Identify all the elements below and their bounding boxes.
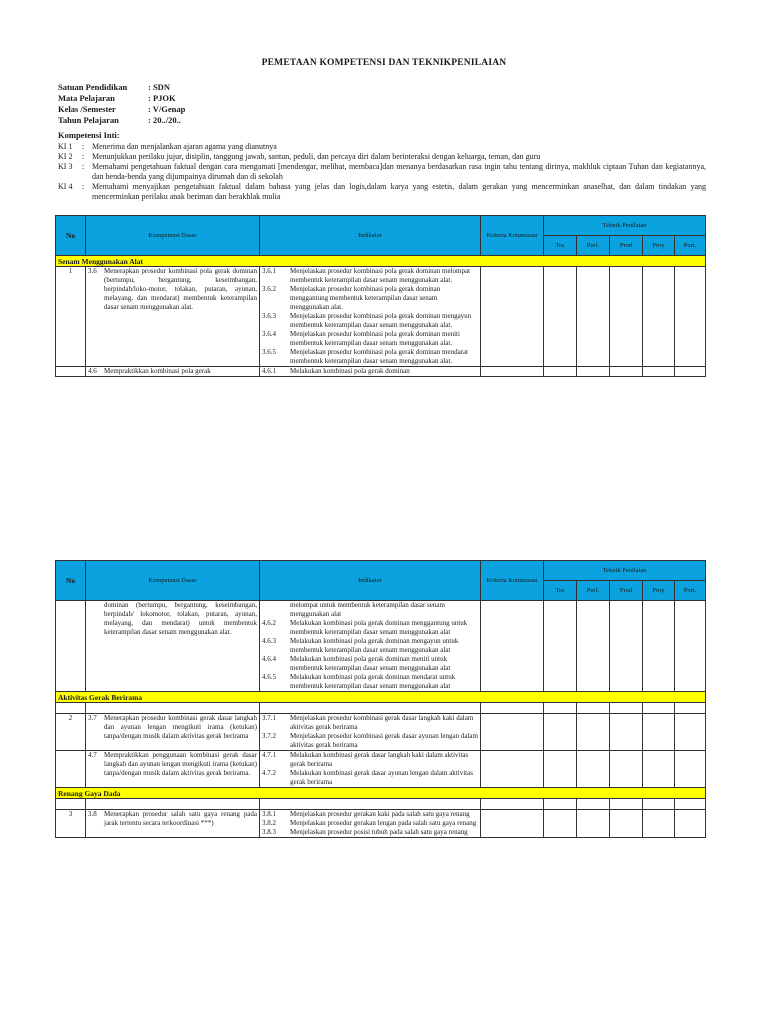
port-cell bbox=[675, 751, 706, 788]
indikator-item bbox=[262, 655, 478, 673]
indikator-number: 4.6.5 bbox=[262, 673, 276, 681]
indikator-item bbox=[262, 732, 478, 750]
ki-item bbox=[58, 162, 706, 182]
indikator-number: 4.6.3 bbox=[262, 637, 276, 645]
indikator-number: 3.8.1 bbox=[262, 810, 276, 818]
table-row bbox=[56, 714, 706, 751]
proy-cell bbox=[643, 714, 675, 751]
perf-cell bbox=[577, 751, 610, 788]
ki-text: Memahami pengetahuan faktual dengan cara mengamati [mendengar, melihat, membaca]dan menanya berdasarkan rasa ingin tahu tentang dirinya, makhluk ciptaan Tuhan dan kegiatannya, dan benda-benda yang dijumpainya dirumah dan di sekolah bbox=[92, 162, 706, 181]
kriteria-cell bbox=[481, 714, 544, 751]
kriteria-cell bbox=[481, 601, 544, 692]
ki-code: KI 1 bbox=[58, 142, 73, 151]
indikator-item bbox=[262, 267, 478, 285]
perf-cell bbox=[577, 367, 610, 377]
table-header-row bbox=[56, 216, 706, 236]
indikator-number: 3.8.2 bbox=[262, 819, 276, 827]
indikator-number: 4.6.2 bbox=[262, 619, 276, 627]
ki-heading: Kompetensi Inti: bbox=[58, 130, 120, 140]
ki-colon: : bbox=[82, 182, 85, 191]
header-teknik: Teknik Penilaian bbox=[544, 561, 706, 581]
indikator-number: 3.6.4 bbox=[262, 330, 276, 338]
port-cell bbox=[675, 810, 706, 838]
indikator-text: Menjelaskan prosedur gerakan kaki pada salah satu gaya renang bbox=[290, 810, 470, 818]
tes-cell bbox=[544, 714, 577, 751]
meta-label: Satuan Pendidikan bbox=[58, 82, 128, 92]
meta-value: : PJOK bbox=[148, 93, 176, 103]
kd-cell bbox=[86, 267, 260, 367]
meta-row-year bbox=[58, 115, 185, 126]
table-row bbox=[56, 267, 706, 367]
kd-text: Menerapkan prosedur kombinasi pola gerak dominan (bertumpu, bergantung, keseimbangan, berpindah/loko-motor, tolakan, putaran, ayunan, melayang, dan mendarat) membentuk keterampilan dasar senam menggunakan alat. bbox=[104, 267, 257, 311]
indikator-item bbox=[262, 751, 478, 769]
indikator-number: 3.6.3 bbox=[262, 312, 276, 320]
ki-colon: : bbox=[82, 162, 85, 171]
indikator-item bbox=[262, 348, 478, 366]
kd-number: 3.6 bbox=[88, 267, 97, 275]
kd-cell bbox=[86, 367, 260, 377]
kd-cell bbox=[86, 810, 260, 838]
indikator-item bbox=[262, 330, 478, 348]
indikator-text: Melakukan kombinasi pola gerak dominan bbox=[290, 367, 410, 375]
indikator-cell bbox=[260, 267, 481, 367]
row-number bbox=[56, 601, 86, 692]
ki-code: KI 2 bbox=[58, 152, 73, 161]
indikator-text: Menjelaskan prosedur posisi tubuh pada salah satu gaya renang bbox=[290, 828, 468, 836]
indikator-item bbox=[262, 769, 478, 787]
header-perf: Perf. bbox=[577, 581, 610, 601]
port-cell bbox=[675, 714, 706, 751]
indikator-number: 4.6.1 bbox=[262, 367, 276, 375]
section-row bbox=[56, 788, 706, 799]
indikator-text: Menjelaskan prosedur kombinasi gerak dasar langkah kaki dalam aktivitas gerak berirama bbox=[290, 714, 474, 731]
indikator-number: 4.6.4 bbox=[262, 655, 276, 663]
indikator-text: Melakukan kombinasi pola gerak dominan meniti untuk membentuk keterampilan dasar senam menggunakan alat bbox=[290, 655, 451, 672]
meta-value: : V/Genap bbox=[148, 104, 186, 114]
proy-cell bbox=[643, 367, 675, 377]
prod-cell bbox=[610, 367, 643, 377]
indikator-number: 3.6.5 bbox=[262, 348, 276, 356]
indikator-text: Menjelaskan prosedur kombinasi pola gerak dominan menggantung membentuk keterampilan dasar senam menggunakan alat. bbox=[290, 285, 441, 311]
row-number: 3 bbox=[56, 810, 86, 838]
ki-text: Menerima dan menjalankan ajaran agama yang dianutnya bbox=[92, 142, 277, 151]
ki-text: Menunjukkan perilaku jujur, disiplin, tanggung jawab, santun, peduli, dan percaya diri dalam berinteraksi dengan keluarga, teman, dan guru bbox=[92, 152, 541, 161]
indikator-item bbox=[262, 285, 478, 312]
indikator-number: 3.7.1 bbox=[262, 714, 276, 722]
kriteria-cell bbox=[481, 267, 544, 367]
header-proy: Proy bbox=[643, 236, 675, 256]
kd-cell bbox=[86, 714, 260, 751]
kd-text: Menerapkan prosedur kombinasi gerak dasar langkah dan ayunan lengan mengikuti irama (ketukan) tanpa/dengan musik dalam aktivitas gerak berirama bbox=[104, 714, 257, 740]
table-row bbox=[56, 751, 706, 788]
indikator-item bbox=[262, 619, 478, 637]
kd-cell bbox=[86, 751, 260, 788]
tes-cell bbox=[544, 601, 577, 692]
header-kd: Kompetensi Dasar bbox=[86, 561, 260, 601]
indikator-item bbox=[262, 714, 478, 732]
meta-label: Tahun Pelajaran bbox=[58, 115, 119, 125]
prod-cell bbox=[610, 601, 643, 692]
prod-cell bbox=[610, 751, 643, 788]
ki-item bbox=[58, 142, 706, 152]
indikator-text: Menjelaskan prosedur kombinasi pola gerak dominan mengayun membentuk keterampilan dasar senam menggunakan alat. bbox=[290, 312, 472, 329]
ki-code: KI 4 bbox=[58, 182, 73, 191]
header-port: Port. bbox=[675, 581, 706, 601]
proy-cell bbox=[643, 601, 675, 692]
indikator-text: Menjelaskan prosedur kombinasi pola gerak dominan meniti membentuk keterampilan dasar senam menggunakan alat. bbox=[290, 330, 460, 347]
ki-text: Memahami menyajikan pengetahuan faktual dalam bahasa yang jelas dan logis,dalam karya yang estetis, dalam gerakan yang mencerminkan anaselhat, dan dalam tindakan yang mencerminkan perilaku anak beriman dan berakhlak mulia bbox=[92, 182, 706, 201]
kd-text: Mempraktikkan kombinasi pola gerak bbox=[104, 367, 211, 375]
indikator-text: Menjelaskan prosedur kombinasi pola gerak dominan mendarat membentuk keterampilan dasar senam menggunakan alat. bbox=[290, 348, 469, 365]
section-row bbox=[56, 256, 706, 267]
blank-row bbox=[56, 703, 706, 714]
ki-list bbox=[58, 142, 706, 202]
kd-text: dominan (bertumpu, bergantung, keseimbangan, berpindah/ lokomotor, tolakan, putaran, ayunan, melayang, dan mendarat) untuk membentuk keterampilan dasar senam menggunakan alat. bbox=[104, 601, 257, 636]
document-title: PEMETAAN KOMPETENSI DAN TEKNIKPENILAIAN bbox=[261, 58, 507, 68]
table-header-row bbox=[56, 561, 706, 581]
header-no: No bbox=[56, 561, 86, 601]
indikator-item bbox=[262, 312, 478, 330]
indikator-cell bbox=[260, 810, 481, 838]
indikator-number: 4.7.1 bbox=[262, 751, 276, 759]
meta-value: : SDN bbox=[148, 82, 170, 92]
kd-number: 4.7 bbox=[88, 751, 97, 759]
indikator-item bbox=[262, 601, 478, 619]
tes-cell bbox=[544, 810, 577, 838]
tes-cell bbox=[544, 751, 577, 788]
indikator-text: melompat untuk membentuk keterampilan dasar senam menggunakan alat bbox=[290, 601, 445, 618]
prod-cell bbox=[610, 810, 643, 838]
proy-cell bbox=[643, 810, 675, 838]
indikator-number: 3.8.3 bbox=[262, 828, 276, 836]
header-port: Port. bbox=[675, 236, 706, 256]
tes-cell bbox=[544, 367, 577, 377]
ki-item bbox=[58, 152, 706, 162]
document-meta bbox=[58, 82, 185, 126]
ki-code: KI 3 bbox=[58, 162, 73, 171]
indikator-text: Melakukan kombinasi gerak dasar langkah kaki dalam aktivitas gerak berirama bbox=[290, 751, 469, 768]
header-indikator: Indikator bbox=[260, 561, 481, 601]
section-row bbox=[56, 692, 706, 703]
indikator-number: 3.7.2 bbox=[262, 732, 276, 740]
row-number bbox=[56, 367, 86, 377]
port-cell bbox=[675, 601, 706, 692]
table-row bbox=[56, 810, 706, 838]
prod-cell bbox=[610, 714, 643, 751]
perf-cell bbox=[577, 601, 610, 692]
header-kriteria: Kriteria Ketuntasan bbox=[481, 561, 544, 601]
indikator-item bbox=[262, 828, 478, 837]
indikator-item bbox=[262, 637, 478, 655]
header-tes: Tes bbox=[544, 236, 577, 256]
kd-number: 3.8 bbox=[88, 810, 97, 818]
header-proy: Proy bbox=[643, 581, 675, 601]
table-row bbox=[56, 367, 706, 377]
kd-text: Menerapkan prosedur salah satu gaya renang pada jarak tertentu secara terkoordinasi ***) bbox=[104, 810, 257, 827]
indikator-cell bbox=[260, 367, 481, 377]
header-kriteria: Kriteria Ketuntasan bbox=[481, 216, 544, 256]
meta-row-class bbox=[58, 104, 185, 115]
header-teknik: Teknik Penilaian bbox=[544, 216, 706, 236]
section-title: Renang Gaya Dada bbox=[56, 788, 706, 799]
port-cell bbox=[675, 367, 706, 377]
indikator-cell bbox=[260, 714, 481, 751]
section-title: Aktivitas Gerak Berirama bbox=[56, 692, 706, 703]
meta-label: Kelas /Semester bbox=[58, 104, 116, 114]
indikator-item bbox=[262, 367, 478, 376]
indikator-item bbox=[262, 810, 478, 819]
proy-cell bbox=[643, 267, 675, 367]
row-number bbox=[56, 751, 86, 788]
blank-row bbox=[56, 799, 706, 810]
ki-colon: : bbox=[82, 152, 85, 161]
indikator-number: 3.6.1 bbox=[262, 267, 276, 275]
indikator-text: Menjelaskan prosedur kombinasi pola gerak dominan melompat membentuk keterampilan dasar senam menggunakan alat. bbox=[290, 267, 471, 284]
perf-cell bbox=[577, 267, 610, 367]
indikator-cell bbox=[260, 601, 481, 692]
indikator-text: Menjelaskan prosedur kombinasi gerak dasar ayunan lengan dalam aktivitas gerak berirama bbox=[290, 732, 478, 749]
prod-cell bbox=[610, 267, 643, 367]
kd-cell bbox=[86, 601, 260, 692]
header-prod: Prod bbox=[610, 236, 643, 256]
table-row bbox=[56, 601, 706, 692]
ki-colon: : bbox=[82, 142, 85, 151]
header-perf: Perf. bbox=[577, 236, 610, 256]
indikator-number: 4.7.2 bbox=[262, 769, 276, 777]
indikator-text: Menjelaskan prosedur gerakan lengan pada salah satu gaya renang bbox=[290, 819, 477, 827]
kd-text: Mempraktikkan penggunaan kombinasi gerak dasar langkah dan ayunan lengan mengikuti irama (ketukan) tanpa/dengan musik dalam aktivitas gerak berirama. bbox=[104, 751, 257, 777]
perf-cell bbox=[577, 714, 610, 751]
kd-number: 4.6 bbox=[88, 367, 97, 375]
meta-row-school bbox=[58, 82, 185, 93]
meta-value: : 20../20.. bbox=[148, 115, 181, 125]
kriteria-cell bbox=[481, 367, 544, 377]
indikator-number: 3.6.2 bbox=[262, 285, 276, 293]
indikator-text: Melakukan kombinasi pola gerak dominan mengayun untuk membentuk keterampilan dasar senam menggunakan alat bbox=[290, 637, 459, 654]
kriteria-cell bbox=[481, 751, 544, 788]
row-number: 2 bbox=[56, 714, 86, 751]
indikator-text: Melakukan kombinasi gerak dasar ayunan lengan dalam aktivitas gerak berirama bbox=[290, 769, 473, 786]
port-cell bbox=[675, 267, 706, 367]
meta-row-subject bbox=[58, 93, 185, 104]
indikator-item bbox=[262, 819, 478, 828]
kd-number: 3.7 bbox=[88, 714, 97, 722]
header-prod: Prod bbox=[610, 581, 643, 601]
competency-table-page-2 bbox=[55, 560, 706, 838]
tes-cell bbox=[544, 267, 577, 367]
ki-item bbox=[58, 182, 706, 202]
header-no: No bbox=[56, 216, 86, 256]
meta-label: Mata Pelajaran bbox=[58, 93, 115, 103]
kriteria-cell bbox=[481, 810, 544, 838]
header-tes: Tes bbox=[544, 581, 577, 601]
proy-cell bbox=[643, 751, 675, 788]
competency-table-page-1 bbox=[55, 215, 706, 377]
indikator-text: Melakukan kombinasi pola gerak dominan mendarat untuk membentuk keterampilan dasar senam menggunakan alat bbox=[290, 673, 456, 690]
indikator-item bbox=[262, 673, 478, 691]
row-number: 1 bbox=[56, 267, 86, 367]
header-kd: Kompetensi Dasar bbox=[86, 216, 260, 256]
perf-cell bbox=[577, 810, 610, 838]
section-title: Senam Menggunakan Alat bbox=[56, 256, 706, 267]
indikator-cell bbox=[260, 751, 481, 788]
header-indikator: Indikator bbox=[260, 216, 481, 256]
indikator-text: Melakukan kombinasi pola gerak dominan menggantung untuk membentuk keterampilan dasar senam menggunakan alat bbox=[290, 619, 468, 636]
